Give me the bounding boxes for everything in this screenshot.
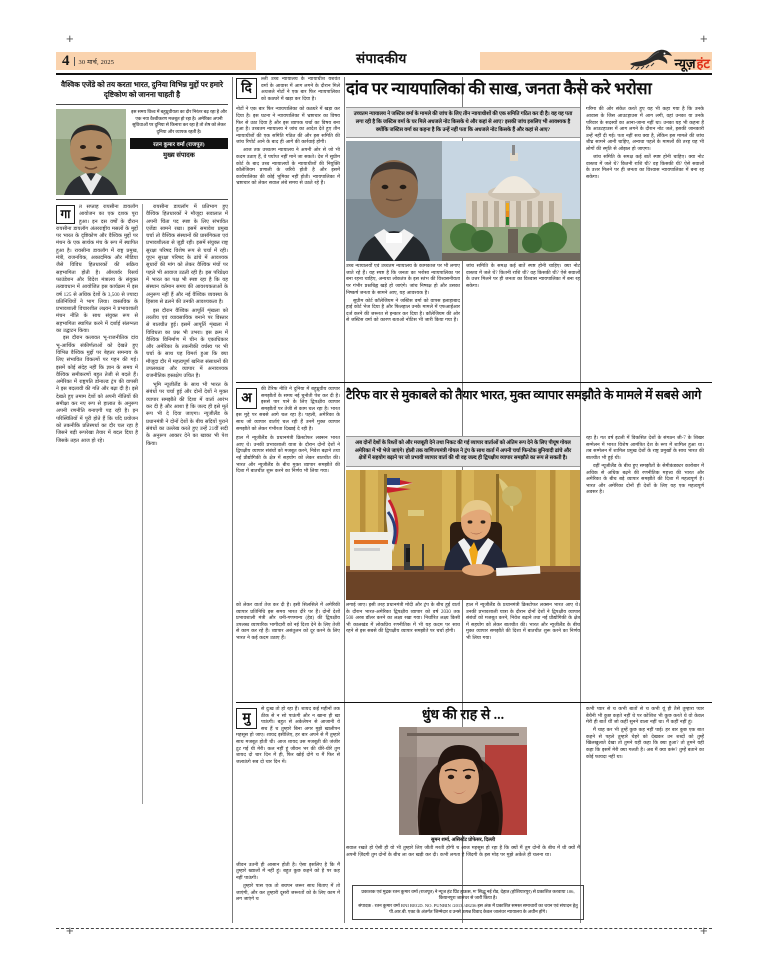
fog-headline: धुंध की राह से ... [421, 708, 505, 723]
judiciary-col1-p2: आज तक उच्चतम न्यायालय ने अपनी ओर से जो भी कदम उठाए हैं, वे पर्याप्त नहीं माने जा सकते। देश में सुप्रीम कोर्ट के बाद उच्च न्यायालयों के न्यायाधीशों की नियुक्ति कॉलेजियम प्रणाली के जरिये होती है और इसमें कार्यपालिका की कोई भूमिका नहीं होती। न्यायपालिका में भ्रष्टाचार को लेकर सवाल लंबे समय से उठते रहे हैं। [236, 148, 340, 187]
fog-col1b-p1: जीवन उतनी ही आसान होती है। ऐसा इसलिए है कि मैं तुम्हारे ख्यालों में नहीं हूं। बहुत कुछ कहने को है पर कह नहीं पाऊंगी। [236, 862, 340, 881]
tariff-standfirst [236, 387, 340, 433]
logo-bar [480, 52, 712, 70]
drop-cap: मु [236, 708, 257, 729]
imprint-line-2: संपादक : रतन कुमार वर्मा RNI REGD. NO. PUNBIN /2013 /48236 इस अंक में प्रकाशित समस्त समाचारों का चयन एवं संपादन हेतु पी.आर.बी. एक्ट के अंतर्गत जिम्मेदार व उनसे उत्पन्न विवाद केवल जालंधर न्यायालय के अधीन होंगे। [358, 902, 578, 915]
article-tariff [236, 387, 712, 695]
tariff-headline: टैरिफ वार से मुकाबले को तैयार भारत, मुक्त व्यापार समझौते के मामले में सबसे आगे [346, 388, 702, 402]
drop-cap: गा [56, 205, 75, 224]
tariff-col2b [466, 603, 580, 643]
drop-cap: अ [236, 388, 257, 409]
author-card [56, 105, 228, 197]
page-sheet [56, 48, 712, 936]
content-grid [56, 77, 712, 923]
tariff-col3 [586, 436, 704, 497]
fog-col1b [236, 863, 340, 904]
publication-date: 30 मार्च, 2025 [74, 57, 115, 66]
tariff-col2b-p1: हाल में न्यूजीलैंड के प्रधानमंत्री क्रिस्टोफर लक्सन भारत आए थे। उनकी प्रभावशाली यात्रा के दौरान दोनों देशों ने द्विपक्षीय व्यापार संबंधों को मजबूत करने, निवेश बढ़ाने तथा नई प्रौद्योगिकी के क्षेत्र में सहयोग को लेकर बातचीत की। भारत और न्यूजीलैंड के बीच मुक्त व्यापार समझौते की दिशा में बातचीत शुरू करने का निर्णय भी लिया गया। [466, 602, 580, 641]
tariff-col1 [236, 436, 340, 476]
fog-standfirst-text: से दुःख तो हो रहा हैं। शायद कई महीनों तक ठीक से न सो पाऊंगी और न खाना ही खा पाऊंगी। बहुत से अकेलेपन से आजानी ये सच हैं च तुम्हारे बिना अगर मुझे खालीपन महसूस हो जाए। शायद इसीलिए, हर बार अपने से मैं तुम्हारे साथ मजबूत होती थी। आज शायद उस मजबूती की जंजीर टूट गई थी मेरी। कल नहीं हूं जीवन भर की धीरे-धीरे तुम शायद दो चार दिन में ही, फिर खोई दोगे च मैं फिर से जलाऊंगे सब दो चार दिन में। [236, 707, 340, 765]
judiciary-col3 [586, 107, 704, 181]
section-rule [236, 382, 712, 383]
newspaper-logo [628, 46, 711, 70]
judiciary-col2 [346, 264, 460, 325]
crop-mark-icon: + [700, 923, 708, 938]
crop-mark-icon: + [700, 31, 708, 46]
judiciary-col1-p1: नोटों ने एक बार फिर न्यायपालिका को कठघरे में खड़ा कर दिया है। इस घटना ने न्यायपालिका में भ्रष्टाचार का विषय फिर से उठा दिया है और इस व्यापक चर्चा का विषय बना हुआ है। उच्चतम न्यायालय ने जांच का आदेश देते हुए तीन न्यायाधीशों की एक समिति गठित की और इस समिति की जांच रिपोर्ट आने के बाद ही आगे की कार्रवाई होगी। [236, 107, 340, 146]
section-rule [236, 702, 712, 703]
judiciary-col2-p1: उच्च न्यायालयों एवं उच्चतम न्यायालय के कामकाज पर भी लगाए जाते रहे हैं। यह स्पष्ट है कि जनता का भरोसा न्यायपालिका पर बना रहना चाहिए, अन्यथा लोकतंत्र के इस स्तंभ की विश्वसनीयता पर गंभीर प्रश्नचिह्न खड़े हो जाएंगे। जांच निष्पक्ष हो और उसका निष्कर्ष जनता के सामने आए, यह आवश्यक है। [346, 264, 460, 296]
imprint-box [352, 885, 584, 920]
article-fog [236, 707, 712, 923]
logo-word-secondary: हंट [696, 56, 710, 71]
article-left-headline: वैश्विक एजेंडे को तय करता भारत, दुनिया विभिन्न मुद्दों पर हमारे दृष्टिकोण को जानना चाहती है [61, 80, 223, 99]
judiciary-col1 [236, 107, 340, 188]
fog-col-mid [346, 846, 580, 859]
page-number: 4 [62, 52, 70, 69]
tariff-standfirst-text: की टैरिफ नीति ने दुनिया में बहुध्रुवीय व्यापार समझौतों के समय नई चुनौती पेश कर दी है। इससे पार पाने के लिए द्विपक्षीय व्यापार समझौतों पर तेजी से काम चल रहा है। भारत इस मुद्दे पर सबसे आगे चल रहा है। पहली, अमेरिका के साथ जो व्यापार वार्ताएं चल रही हैं उनमें मुक्त व्यापार समझौते को लेकर गंभीरता दिखाई दे रही है। [236, 387, 340, 432]
judiciary-standfirst-text: ल्ली उच्च न्यायालय के न्यायाधीश यशवंत वर्मा के आवास में आग लगने के दौरान मिले अधजले नोटों ने एक बार फिर न्यायपालिका को कठघरे में खड़ा कर दिया है। [261, 77, 340, 102]
judiciary-col2b [466, 264, 580, 290]
judiciary-quote-box: उच्चतम न्यायालय ने जस्टिस वर्मा के मामले की जांच के लिए तीन न्यायाधीशों की एक समिति गठित कर दी है। वह यह पता लगा रही है कि जस्टिस वर्मा के घर मिले अधजले नोट किसके थे और कहां से आए? इसकी जांच इसलिए भी आवश्यक है क्योंकि जस्टिस वर्मा का कहना है कि उन्हें नहीं पता कि अधजले नोट किसके हैं और कहां से आए? [346, 107, 580, 138]
fog-col3-p1: कभी प्यार से च कभी बातों से च कभी यूं ही तैसे तुम्हारा प्यार बेचैनी भी कुछ कहते नहीं थे पर कोशिश भी कुछ करते थे वो केवल मेरी ही बातें थीं जो कहीं सुनने वाला नहीं था। मैं कहीं नहीं हूं। [586, 707, 704, 726]
imprint-line-1: प्रकाशक एवं मुद्रक रतन कुमार वर्मा (राजपूत) ने न्यूज हंट प्रिंट हाऊस, म' सिद्धू नई रोड, देहात (होशियारपुर) से प्रकाशित करवाया 106, कियानपुरा जालंधर से जारी किया है। [361, 889, 575, 901]
page-number-bar [56, 52, 256, 70]
judiciary-standfirst [236, 77, 340, 103]
logo-word-primary: न्यूज़ [674, 56, 696, 71]
tariff-col2-p1: लगाई जाए। इसी तरह प्रधानमंत्री मोदी और ट्रंप के बीच हुई वार्ता के दौरान भारत-अमेरिका द्विपक्षीय व्यापार को वर्ष 2030 तक 500 अरब डॉलर करने का लक्ष्य रखा गया। निर्धारित लक्ष्य किसी भी कालखंड में लोकप्रिय रणनीतिक में भी यह कदम पर साथ रहने से इस सबसे की द्विपक्षीय व्यापार समझौते पर चर्चा होगी। [346, 602, 460, 635]
masthead-rule [56, 73, 712, 75]
fog-photo-caption: सुमन शर्मा, असिस्टेंट प्रोफेसर, दिल्ली [430, 838, 496, 843]
fog-col1b-p2: तुम्हारे पास एक तो बचपन जरूर साथ बिताए में तो जाएंगी, और कर तुम्हारी दूसरी जरूरतों को के लिए काम में लग जाएंगे च [236, 883, 340, 903]
tariff-col1b [236, 603, 340, 643]
crop-mark-icon: + [66, 31, 74, 46]
justice-and-supreme-court-photo [346, 141, 580, 261]
tariff-col2 [346, 603, 460, 636]
crop-mark-icon: + [66, 923, 74, 938]
section-title: संपादकीय [356, 51, 407, 66]
article-left-para-5: भूमि न्यूजीलैंड के साथ भी भारत के संबंधों पर चर्चा हुई और दोनों देशों ने मुक्त व्यापार समझौते की दिशा में वार्ता आरंभ कर दी है और आशा है कि जल्द ही इसे मूर्त रूप भी दे दिया जाएगा। न्यूजीलैंड के प्रधानमंत्री ने दोनों देशों के बीच सदियों पुराने संबंधों का उल्लेख करते हुए उन्हें 21वीं सदी के अनुरूप आकार देने का खाका भी पेश किया। [146, 382, 228, 447]
trump-oval-office-photo [346, 470, 580, 600]
judiciary-headline: दांव पर न्यायपालिका की साख, जनता कैसे करे भरोसा [346, 79, 652, 98]
bottom-trim-line [56, 928, 712, 929]
judiciary-col2-p2: सुप्रीम कोर्ट कॉलेजियम ने जस्टिस वर्मा को वापस इलाहाबाद हाई कोर्ट भेज दिया है और फिलहाल उनके मामले में एफआईआर दर्ज करने की जरूरत से इन्कार कर दिया है। कॉलेजियम की ओर से जस्टिस वर्मा को कारण बताओ नोटिस भी जारी किया गया है। [346, 298, 460, 324]
article-left-para-2: इस दौरान कलावत भू-राजनीतिक दांव भू-आर्थिक संकीर्णताओं को देखते हुए विभिन्न वैश्विक मुद्दों पर बेहतर समन्वय के लिए संभावित विकल्पों पर गहन की गई। इसमें कोई संदेह नहीं कि ज्ञान के समय में वैश्विक समीकरणों बहुत तेजी से बदले हैं। अमेरिका में राष्ट्रपति डोनाल्ड ट्रंप की वापसी ने इस बदलावी की गति और बढ़ा दी है। इसे देखते हुए तमाम देशों को अपनी नीतियों की समीक्षा कर नए रूप से हालात के अनुरूप अपनी रणनीति बनाएगी पड़ रही है। इन परिस्थितियों में पूरी होते हैं कि यदि प्रयोजन को तकनीकि प्रतिस्पर्धा का दौर चल रहा है जिसने बड़ी रूपरेखा तैयार में बदल दिया है जिसके तहत आज हो रहे। [56, 335, 138, 444]
fog-col-mid-p1: सवाल रखते हो ऐसी ही यो भी तुम्हारे लिए जीती मरती होगी च आज महसूस हो रहा है कि क्यों मैं तुम दोनों के बीच में थी क्यों मैं अपनी ज़िंदगी तुम दोनों के बीच ला कर खड़ी कर दी। कभी लगता है जिंदगी के इस मोड़ पर मुझे अकेले ही चलना था। [346, 846, 580, 858]
drop-cap: दि [236, 78, 257, 99]
tariff-col3-p2: वहीं न्यूजीलैंड के बीच हुए समझौतों के सेमीकंडक्टर कारोबार में अधिक से अधिक बढ़ने की रणनीतिक महत्त्व की भारत और अमेरिका के बीच बड़े व्यापार समझौते की दिशा में महत्वपूर्ण है। भारत और अमेरिका दोनों ही देशों के लिए यह एक महत्वपूर्ण अवसर है। [586, 464, 704, 496]
article-left-para-3: रायसीना डायलॉग में प्रतिभाग हुए वैश्विक हितधारकों ने मौजूदा सवालात में अपनी चिंता पद स्पष्ट के लिए संभावित एजेंडा सामने रखा। इसमें समावेश प्रमुख चर्चा तो वैश्विक संस्थानों की प्रासंगिकता एवं प्रभावशीलता से जुड़ी रही। इसमें संयुक्त राष्ट्र सुरक्षा परिषद विशेष रूप से चर्चा में रही। यूएन सुरक्षा परिषद के ढांचे में आवश्यक सुधारों की मांग को लेकर वैश्विक मंचों पर पहले भी आवाज उठती रही है। इस परिप्रेक्ष्य में भारत का पक्ष भी स्पष्ट रहा है कि यह संस्थान वर्तमान समय की आवश्यकताओं के अनुरूप नहीं हैं और नई वैश्विक व्यवस्था के हिसाब से ढलने की उनकी आवश्यकता है। [146, 204, 228, 305]
suman-sharma-portrait-photo [399, 727, 527, 835]
author-photo [56, 109, 126, 195]
article-judiciary [236, 77, 712, 377]
eagle-bird-icon [628, 46, 674, 70]
column-divider [232, 77, 233, 923]
author-blurb: इस समय विश्व में बहुध्रुवीयता का दौर निरंतर बढ़ रहा है और एक नया वैश्वीकरण मजबूत हो रहा है। अमेरिका अपनी सुविधाओं पर दुनिया से किनारा कर रहा है तो शेष को लेकर दुनिया और व्यापक रहती है। [131, 109, 227, 134]
author-rule [56, 199, 228, 200]
tariff-col3-p1: रहा है। गत वर्ष इटली में विकसित देशों के संगठन जी-7 के शिखर सम्मेलन में भारत विशेष आमंत्रित देश के रूप में शामिल हुआ था। तब सम्मेलन में शामिल प्रमुख देशों के राष्ट्र प्रमुखों के साथ भारत की बातचीत भी हुई थी। [586, 436, 704, 461]
tariff-col1b-p1: को लेकर वार्ता तेज कर दी है। इसी सिलसिले में अमेरिकी व्यापार प्रतिनिधि इस समय भारत दौरे पर हैं। दोनों देशों प्रभावशाली मंत्री और धनी-गणमान्य (हेड) की द्विपक्षीय उपलब्ध व्यापारिक भागीदारी को नई दिशा देने के लिए तेजी से काम कर रहे हैं। व्यापार असंतुलन को दूर करने के लिए भारत ने कई कदम उठाए हैं। [236, 602, 340, 641]
article-left-column [56, 77, 228, 804]
tariff-col1-p1: हाल में न्यूजीलैंड के प्रधानमंत्री क्रिस्टोफर लक्सन भारत आए थे। उनकी प्रभावशाली यात्रा के दौरान दोनों देशों ने द्विपक्षीय व्यापार संबंधों को मजबूत करने, निवेश बढ़ाने तथा नई प्रौद्योगिकी के क्षेत्र में सहयोग को लेकर बातचीत की। भारत और न्यूजीलैंड के बीच मुक्त व्यापार समझौते की दिशा में बातचीत शुरू करने का निर्णय भी लिया गया। [236, 436, 340, 475]
fog-col3 [586, 707, 704, 761]
fog-col3-p2: मैं चाह कर भी तुम्हें कुछ कह नहीं पाई। हर बार कुछ एक बात कहने से पहले तुम्हारे चेहरे को देखकर उन शब्दों को तुम्हें खिलखुलाते देखा तो तुमने यही कहा कि क्या हुआ? तो तुमने यही कहा कि इसमें मेरी क्या गलती है। अब मैं क्या करूं? तुम्हें बताने का कोई फायदा नहीं था। [586, 728, 704, 760]
author-role: मुख्य संपादक [163, 152, 195, 160]
judiciary-col3-p2: जांच समिति के समक्ष कई बातें स्पष्ट होनी चाहिए। क्या नोट वास्तव में जले थे? कितनी राशि थी? वह किसकी थी? ऐसे सवालों के उत्तर मिलने पर ही जनता का विश्वास न्यायपालिका में बना रह सकेगा। [586, 155, 704, 180]
judiciary-col3-p1: गरिमा की ओर संकेत करते हुए यह भी कहा गया है कि उनके आवास के जिस आउटहाउस में आग लगी, वहां उनका या उनके परिवार के सदस्यों का आना-जाना नहीं था। उनका यह भी कहना है कि आउटहाउस में आग लगने के दौरान नोट जले, इसकी जानकारी उन्हें नहीं दी गई। पता नहीं सच क्या है, लेकिन इस मामले की जांच शीघ्र सामने आनी चाहिए, अन्यथा पहले के मामलों की तरह यह भी लोगों की स्मृति से ओझल हो जाएगा। [586, 107, 704, 152]
judiciary-col2b-p1: जांच समिति के समक्ष कई बातें स्पष्ट होनी चाहिए। क्या नोट वास्तव में जले थे? कितनी राशि थी? वह किसकी थी? ऐसे सवालों के उत्तर मिलने पर ही जनता का विश्वास न्यायपालिका में बना रह सकेगा। [466, 264, 580, 289]
author-name: रतन कुमार वर्मा (राजपूत) [130, 138, 228, 149]
article-left-para-4: इस दौरान वैश्विक आपूर्ति शृंखला को तरलीय एवं व्यावसायिक बनाने पर विस्तार से बातचीत हुई। इसमें आपूर्ति शृंखला में विविधता का प्रश्न भी उभरा। इस क्रम में वैश्विक विनिर्माण में चीन के एकाधिकार और अमेरिका के तकनीकी वर्चस्व पर भी चर्चा के साथ यह विमर्श हुआ कि क्या मौजूदा दौर में महत्वपूर्ण खनिज संसाधनों की उपलब्धता और व्यापार में अनावश्यक राजनीतिक हस्तक्षेप उचित है। [146, 307, 228, 380]
tariff-quote-box: अब दोनों देशों के रिश्तों को और मजबूती देने तथा निकट की गई व्यापार वार्ताओं को अंतिम रूप देने के लिए पीयूष गोयल अमेरिका में भी भेजे जाएंगे। होली तक वाणिज्यमंत्री गोयल ने ट्रंप के साथ वार्ता में अपनी चर्चा फिनटेक बुनियादी ढांचे और क्षेत्रों में सहयोग बढ़ाने पर जो प्रभावी व्यापार वार्ता की थी वह जल्द ही द्विपक्षीय व्यापार समझौते का रूप ले सकती है। [346, 436, 580, 467]
masthead [56, 48, 712, 74]
article-left-body [56, 204, 228, 804]
fog-standfirst [236, 707, 340, 766]
article-left-para-1: त सप्ताह रायसीना डायलॉग आयोजन का एक दशक पूरा हुआ। इन दस वर्षों के दौरान रायसीना डायलॉग अंतरराष्ट्रीय मसलों के मुद्दों पर भारत के दृष्टिकोण और वैश्विक मुद्दों पर मंथन के एक सार्थक मंच के रूप में स्थापित हुआ है। रायसीना डायलॉग में राष्ट्र प्रमुख, मंत्री, राजनयिक, अकादमिक और मीडिया जैसे विविध हितधारकों की सक्रिय सहभागिता होती है। ऑब्जर्वर रिसर्च फाउंडेशन और विदेश मंत्रालय के संयुक्त तत्वावधान में आयोजित इस कार्यक्रम में इस वर्ष 125 से अधिक देशों के 3,500 से ज्यादा प्रतिनिधियों ने भाग लिया। वास्तविक के प्रभावशाली विचारशील लक्ष्यन ने प्रभावशाली मंचन नीति के साथ संयुक्त रूप से सहभागिता स्थापित करने में दर्शाई संलग्नता का उद्घाटन किया। [56, 204, 138, 335]
